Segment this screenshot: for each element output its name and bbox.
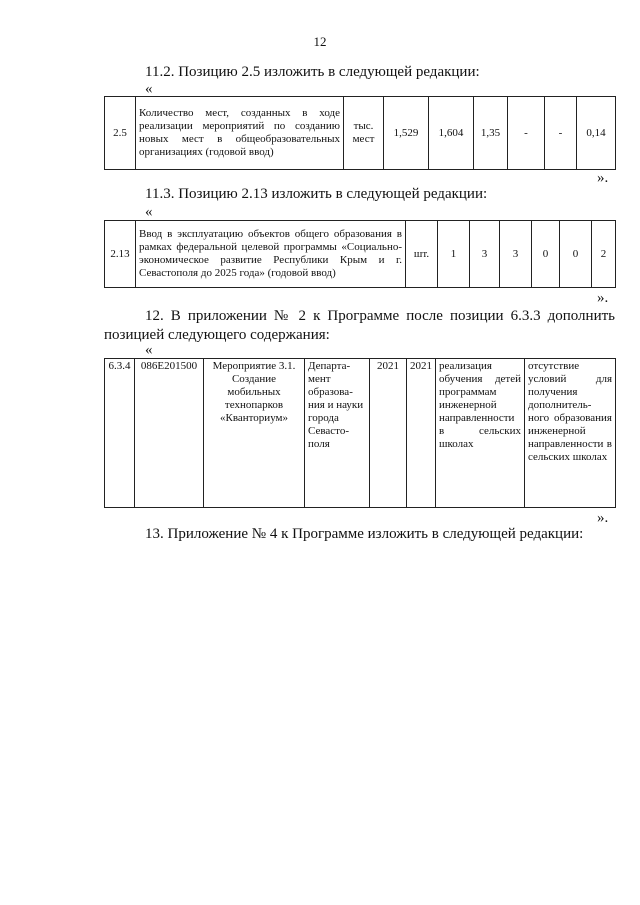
cell-code: 086E201500 [135, 359, 204, 508]
cell-name: Количество мест, созданных в ходе реализации мероприятий по созданию новых мест в общеобразовательных организациях (годовой ввод) [136, 97, 344, 170]
cell-result: реализация обучения детей программам инженерной направленности в сельских школах [436, 359, 525, 508]
cell-value-5: 0 [560, 221, 592, 288]
table-position-6-3-4 [104, 358, 616, 508]
table-row [105, 359, 616, 508]
cell-value-6: 2 [592, 221, 616, 288]
heading-13: 13. Приложение № 4 к Программе изложить в следующей редакции: [145, 526, 584, 542]
quote-close: ». [597, 510, 609, 526]
cell-event: Мероприятие 3.1. Создание мобильных технопарков «Кванториум» [204, 359, 305, 508]
table-row [105, 221, 616, 288]
cell-value-3: 1,35 [474, 97, 508, 170]
quote-open: « [145, 204, 153, 220]
page-number: 12 [313, 34, 327, 49]
quote-open: « [145, 342, 153, 358]
paragraph-12: 12. В приложении № 2 к Программе после позиции 6.3.3 дополнить позицией следующего содержания: [104, 308, 615, 343]
cell-num: 2.13 [105, 221, 136, 288]
cell-value-5: - [545, 97, 577, 170]
cell-num: 6.3.4 [105, 359, 135, 508]
cell-value-1: 1 [438, 221, 470, 288]
cell-name: Ввод в эксплуатацию объектов общего образования в рамках федеральной целевой программы «Социально-экономическое развитие Республики Крым и г. Севастополя до 2025 года» (годовой ввод) [136, 221, 406, 288]
cell-unit: шт. [406, 221, 438, 288]
cell-value-3: 3 [500, 221, 532, 288]
cell-num: 2.5 [105, 97, 136, 170]
cell-year-end: 2021 [407, 359, 436, 508]
cell-unit: тыс. мест [344, 97, 384, 170]
heading-11-3: 11.3. Позицию 2.13 изложить в следующей редакции: [145, 186, 488, 202]
cell-consequence: отсутствие условий для получения дополнитель-ного образования инженерной направленности в сельских школах [525, 359, 616, 508]
cell-value-2: 3 [470, 221, 500, 288]
cell-value-1: 1,529 [384, 97, 429, 170]
table-position-2-5 [104, 96, 616, 170]
quote-close: ». [597, 290, 609, 306]
heading-11-2: 11.2. Позицию 2.5 изложить в следующей редакции: [145, 64, 480, 80]
cell-department: Департа-мент образова-ния и науки города Севасто-поля [305, 359, 370, 508]
table-row [105, 97, 616, 170]
cell-value-2: 1,604 [429, 97, 474, 170]
cell-value-4: - [508, 97, 545, 170]
table-position-2-13 [104, 220, 616, 288]
quote-open: « [145, 81, 153, 97]
cell-year-start: 2021 [370, 359, 407, 508]
quote-close: ». [597, 170, 609, 186]
cell-value-6: 0,14 [577, 97, 616, 170]
cell-value-4: 0 [532, 221, 560, 288]
